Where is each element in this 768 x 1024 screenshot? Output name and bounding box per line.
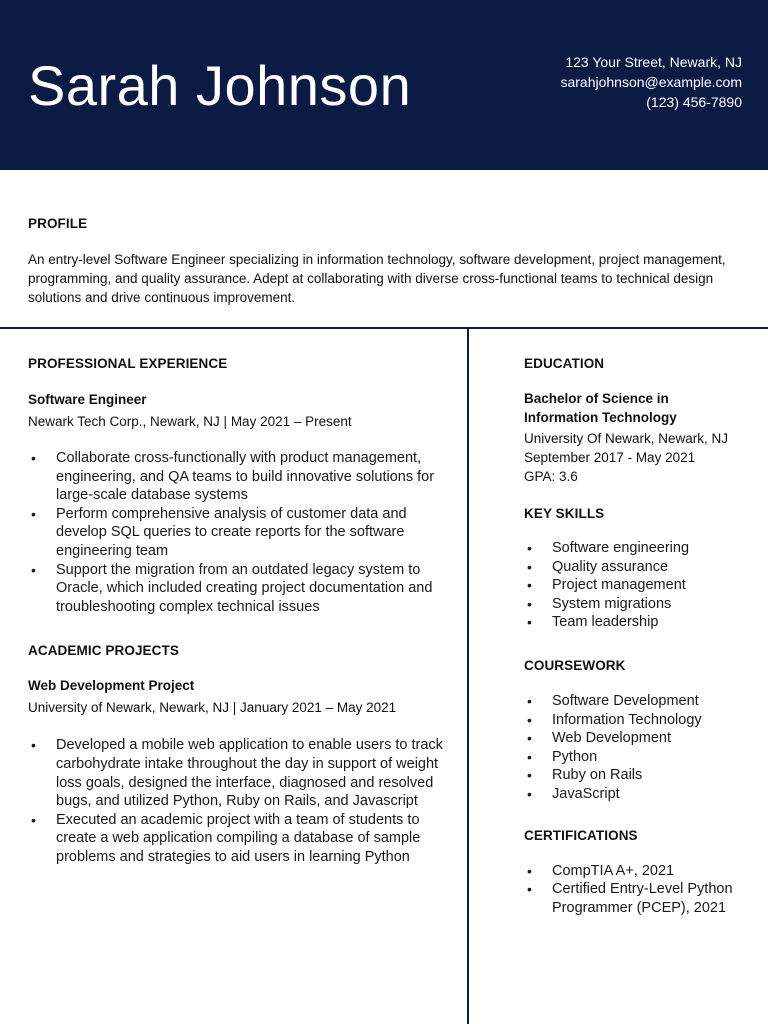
coursework-list: [524, 692, 754, 804]
list-item: [524, 748, 754, 767]
list-item-text: Executed an academic project with a team of students to create a web application compiling a database of sample problems and strategies to aid users in learning Python: [56, 811, 421, 865]
bullet-icon: •: [31, 811, 36, 828]
bullet-icon: •: [527, 730, 532, 747]
list-item-text: CompTIA A+, 2021: [552, 862, 675, 879]
bullet-icon: •: [527, 540, 532, 556]
list-item: [28, 561, 448, 617]
list-item: [524, 692, 754, 711]
bullet-icon: •: [31, 450, 36, 466]
project-meta: University of Newark, Newark, NJ | January 2021 – May 2021: [28, 700, 397, 716]
bullet-icon: •: [31, 561, 36, 578]
list-item: [524, 576, 754, 595]
bullet-icon: •: [527, 595, 532, 612]
project-title: Web Development Project: [28, 678, 195, 694]
list-item-text: Ruby on Rails: [552, 767, 643, 784]
right-column: [524, 356, 754, 917]
bullet-icon: •: [527, 558, 532, 575]
list-item-text: Project management: [552, 577, 686, 594]
bullet-icon: •: [527, 785, 532, 802]
bullet-icon: •: [527, 577, 532, 594]
horizontal-divider: [0, 327, 768, 329]
bullet-icon: •: [527, 748, 532, 765]
bullet-icon: •: [31, 737, 36, 754]
list-item-text: Perform comprehensive analysis of customer data and develop SQL queries to create reports for the software engineering team: [56, 505, 407, 559]
list-item: [524, 613, 754, 632]
certifications-list: [524, 862, 754, 918]
projects-heading: ACADEMIC PROJECTS: [28, 643, 179, 659]
list-item: [524, 880, 754, 917]
bullet-icon: •: [527, 692, 532, 709]
skills-heading: KEY SKILLS: [524, 506, 605, 521]
list-item: [524, 595, 754, 614]
list-item: [524, 729, 754, 748]
list-item-text: Support the migration from an outdated legacy system to Oracle, which included creating project documentation and troubleshooting complex technical issues: [56, 561, 433, 615]
list-item: [524, 862, 754, 881]
list-item: [28, 811, 448, 867]
profile-heading: PROFILE: [28, 216, 88, 231]
list-item-text: Python: [552, 748, 598, 765]
list-item: [524, 711, 754, 730]
left-column: [28, 356, 448, 867]
gpa: GPA: 3.6: [524, 469, 578, 484]
contact-info: [560, 52, 742, 112]
job-title: Software Engineer: [28, 392, 147, 407]
school: University Of Newark, Newark, NJ: [524, 431, 729, 446]
header-banner: [0, 0, 768, 170]
experience-bullets: [28, 449, 448, 616]
list-item: [28, 449, 448, 505]
bullet-icon: •: [31, 505, 36, 522]
list-item-text: Developed a mobile web application to enable users to track carbohydrate intake throughout the day in support of weight loss goals, designed the interface, diagnosed and resolved bugs, and utilized Python, Ruby on Rails, and Javascript: [56, 737, 443, 810]
bullet-icon: •: [527, 767, 532, 784]
education-heading: EDUCATION: [524, 356, 605, 371]
vertical-divider: [467, 329, 469, 1024]
education-dates: September 2017 - May 2021: [524, 450, 696, 465]
profile-section: [28, 216, 740, 307]
list-item-text: Certified Entry-Level Python Programmer (PCEP), 2021: [552, 881, 733, 916]
list-item: [28, 505, 448, 561]
list-item-text: Collaborate cross-functionally with product management, engineering, and QA teams to build innovative solutions for large-scale database systems: [56, 450, 435, 504]
list-item-text: Information Technology: [552, 711, 702, 728]
address: 123 Your Street, Newark, NJ: [565, 54, 742, 70]
bullet-icon: •: [527, 862, 532, 879]
degree-line-2: Information Technology: [524, 410, 677, 425]
list-item-text: Software engineering: [552, 540, 690, 556]
list-item-text: JavaScript: [552, 785, 620, 802]
list-item: [28, 736, 448, 810]
job-meta: Newark Tech Corp., Newark, NJ | May 2021 – Present: [28, 414, 352, 429]
phone: (123) 456-7890: [646, 94, 742, 110]
list-item-text: System migrations: [552, 595, 672, 612]
degree-line-1: Bachelor of Science in: [524, 391, 669, 406]
bullet-icon: •: [527, 614, 532, 631]
profile-text: An entry-level Software Engineer specializing in information technology, software development, project management, programming, and quality assurance. Adept at collaborating with diverse cross-functional teams to technical design solutions and drive continuous improvement.: [28, 252, 726, 305]
list-item: [524, 785, 754, 804]
list-item: [524, 539, 754, 558]
list-item-text: Team leadership: [552, 614, 659, 631]
certifications-heading: CERTIFICATIONS: [524, 827, 638, 843]
experience-heading: PROFESSIONAL EXPERIENCE: [28, 356, 228, 371]
list-item-text: Software Development: [552, 692, 699, 709]
candidate-name: Sarah Johnson: [28, 54, 412, 117]
list-item: [524, 766, 754, 785]
bullet-icon: •: [527, 881, 532, 898]
list-item-text: Web Development: [552, 730, 672, 747]
list-item-text: Quality assurance: [552, 558, 669, 575]
coursework-heading: COURSEWORK: [524, 657, 626, 673]
bullet-icon: •: [527, 711, 532, 728]
skills-list: [524, 539, 754, 632]
list-item: [524, 558, 754, 577]
project-bullets: [28, 736, 448, 866]
email: sarahjohnson@example.com: [560, 74, 742, 90]
